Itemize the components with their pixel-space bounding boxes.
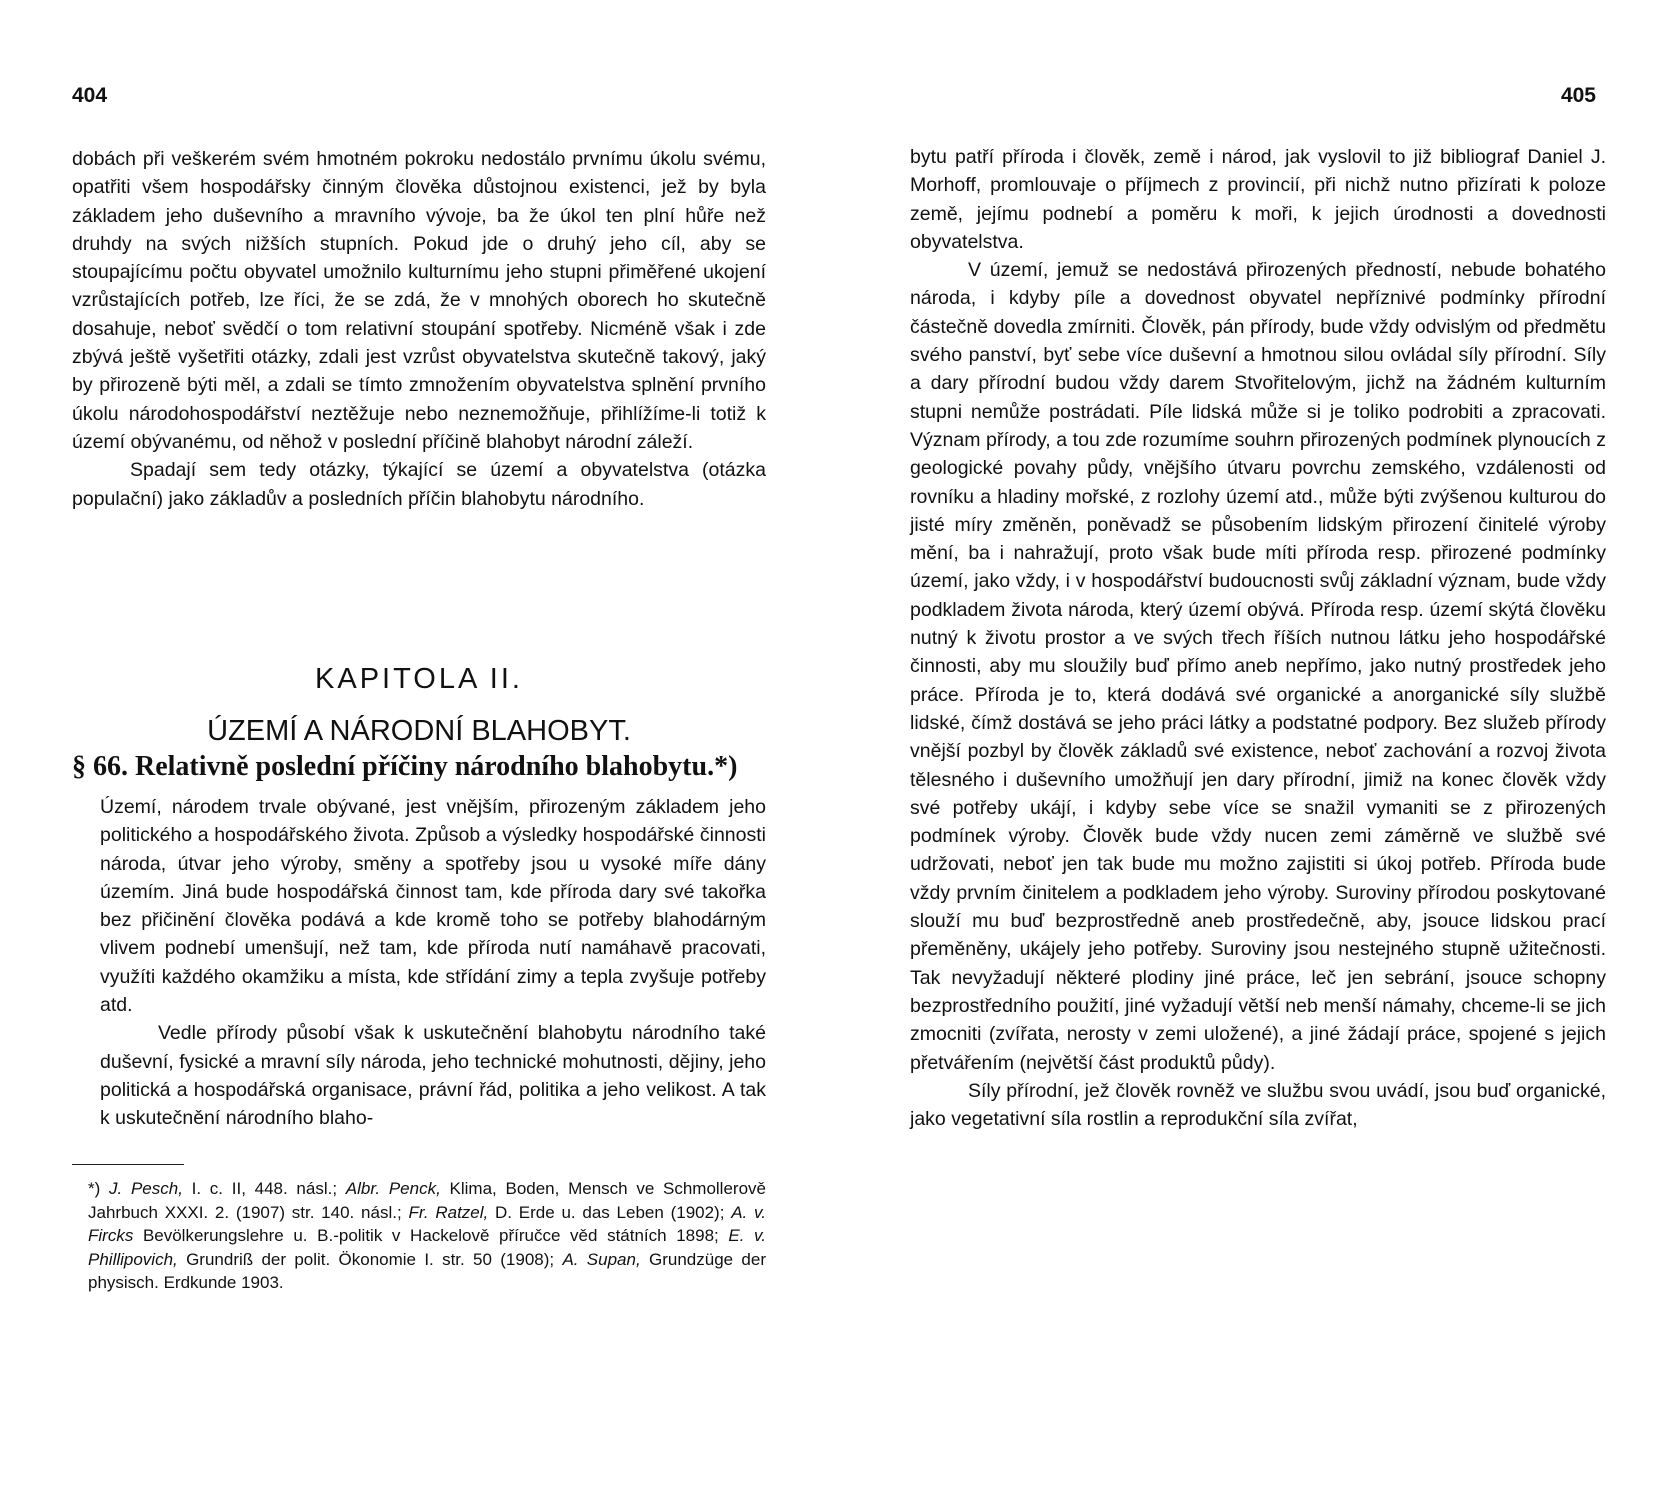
footnote-author: A. Supan, (562, 1249, 641, 1269)
footnote-author: J. Pesch, (109, 1179, 183, 1198)
paragraph: bytu patří příroda i člověk, země i národ, jak vyslovil to již bibliograf Daniel J. Morhoff, promlouvaje o příjmech z provincií, při nichž nutno přizírati k poloze země, jejímu podnebí a poměru k moři, k jejich úrodnosti a dovednosti obyvatelstva. (910, 146, 1606, 253)
footnote-divider (72, 1164, 184, 1165)
paragraph: Spadají sem tedy otázky, týkající se území a obyvatelstva (otázka populační) jako základův a posledních příčin blahobytu národního. (72, 459, 766, 510)
right-page (836, 0, 1672, 1500)
text-column (72, 145, 766, 513)
text-column (100, 793, 766, 1133)
paragraph: dobách při veškerém svém hmotném pokroku nedostálo prvnímu úkolu svému, opatřiti všem hospodářsky činným člověka důstojnou existenci, jež by byla základem jeho duševního a mravního vývoje, ba že úkol ten plní hůře než druhdy na svých nižších stupních. Pokud jde o druhý jeho cíl, aby se stoupajícímu počtu obyvatel umožnilo kulturnímu jeho stupni přiměřené ukojení vzrůstajících potřeb, lze říci, že se zdá, že v mnohých oborech ho skutečně dosahuje, neboť svědčí o tom relativní stoupání spotřeby. Nicméně však i zde zbývá ještě vyšetřiti otázky, zdali jest vzrůst obyvatelstva skutečně takový, jaký by přirozeně býti měl, a zdali se tímto zmnožením obyvatelstva splnění prvního úkolu národohospodářství neztěžuje nebo neznemožňuje, přihlížíme-li totiž k území obývanému, od něhož v poslední příčině blahobyt národní záleží. (72, 148, 766, 453)
footnote-text: D. Erde u. das Leben (1902); (488, 1202, 732, 1222)
footnote-author: A. v. Fircks (88, 1202, 767, 1245)
footnote-text: Bevölkerungslehre u. B.-politik v Hackelově příručce věd státních 1898; (133, 1226, 729, 1245)
footnote-text: Klima, Boden, Mensch ve Schmollerově Jahrbuch XXXI. 2. (1907) str. 140. násl.; (88, 1179, 766, 1222)
text-column (910, 143, 1606, 1133)
paragraph: Vedle přírody působí však k uskutečnění blahobytu národního také duševní, fysické a mravní síly národa, jeho technické mohutnosti, dějiny, jeho politická a hospodářská organisace, právní řád, politika a jeho velikost. A tak k uskutečnění národního blaho- (100, 1022, 766, 1130)
paragraph: V území, jemuž se nedostává přirozených předností, nebude bohatého národa, i kdyby píle a dovednost obyvatel nepříznivé podmínky přírodní částečně dovedla zmírniti. Člověk, pán přírody, bude vždy odvislým od předmětu svého panství, byť sebe více duševní a hmotnou silou ovládal síly přírodní. Síly a dary přírodní budou vždy darem Stvořitelovým, jichž na žádném kulturním stupni nemůže postrádati. Píle lidská může si je toliko podrobiti a zpracovati. Význam přírody, a tou zde rozumíme souhrn přirozených podmínek plynoucích z geologické povahy půdy, vnějšího útvaru povrchu zemského, vzdálenosti od rovníku a hladiny mořské, z rozlohy území atd., může býti zvýšenou kulturou do jisté míry změněn, poněvadž se působením lidským přirození činitelé výroby mění, ba i nahražují, proto však bude míti příroda resp. přirozené podmínky území, jako vždy, i v hospodářství budoucnosti svůj základní význam, bude vždy podkladem života národa, který území obývá. Příroda resp. území skýtá člověku nutný k životu prostor a ve svých třech říších nutnou látku jeho hospodářské činnosti, aby mu sloužily buď přímo aneb nepřímo, jako nutný prostředek jeho práce. Příroda je to, která dodává své organické a anorganické síly službě lidské, čímž dostává se jeho práci látky a podstatné podpory. Bez služeb přírody vnější pozbyl by člověk základů své existence, neboť zachování a rozvoj života tělesného i duševního umožňují jen dary přírodní, jimiž na konec člověk vždy své potřeby ukájí, i kdyby sebe více se snažil vymaniti se z přirozených podmínek výroby. Člověk bude vždy nucen zemi záměrně ve službě své udržovati, neboť jen tak bude mu možno zajistiti si úkoj potřeb. Příroda bude vždy prvním činitelem a podkladem jeho výroby. Suroviny přírodou poskytované slouží mu buď bezprostředně aneb prostředečně, aby, jsouce lidskou prací přeměněny, ukájely jeho potřeby. Suroviny jsou nestejného stupně užitečnosti. Tak nevyžadují některé plodiny jiné práce, leč jen sebrání, jsouce schopny bezprostředního použití, jiné vyžadují větší neb menší námahy, chceme-li se jich zmocniti (zvířata, nerosty v zemi uložené), a jiné žádají práce, spojené s jejich přetvářením (největší část produktů půdy). (910, 259, 1606, 1074)
footnote-author: Fr. Ratzel, (408, 1202, 489, 1222)
paragraph: Území, národem trvale obývané, jest vnějším, přirozeným základem jeho politického a hospodářského života. Způsob a výsledky hospodářské činnosti národa, útvar jeho výroby, směny a spotřeby jsou u vysoké míře dány územím. Jiná bude hospodářská činnost tam, kde příroda dary své takořka bez přičinění člověka podává a kde kromě toho se potřeby blahodárným vlivem podnebí umenšují, než tam, kde příroda nutí namáhavě pracovati, využíti každého okamžiku a místa, kde střídání zimy a tepla zvyšuje potřeby atd. (100, 796, 766, 1017)
footnote-text: Grundzüge der physisch. Erdkunde 1903. (88, 1249, 766, 1292)
footnote (88, 1177, 766, 1295)
chapter-heading (72, 656, 766, 754)
page-number: 404 (72, 84, 108, 107)
chapter-label: KAPITOLA II. (315, 663, 523, 695)
section-heading: § 66. Relativně poslední příčiny národního blahobytu.*) (72, 751, 738, 782)
footnote-author: Albr. Penck, (345, 1179, 441, 1198)
chapter-title: ÚZEMÍ A NÁRODNÍ BLAHOBYT. (207, 715, 631, 747)
footnote-text: Grundriß der polit. Ökonomie I. str. 50 (1908); (177, 1249, 563, 1269)
page-number: 405 (1560, 84, 1596, 107)
footnote-author: E. v. Phillipovich, (88, 1226, 766, 1269)
paragraph: Síly přírodní, jež člověk rovněž ve službu svou uvádí, jsou buď organické, jako vegetativní síla rostlin a reprodukční síla zvířat, (910, 1079, 1606, 1131)
footnote-text: I. c. II, 448. násl.; (182, 1179, 346, 1198)
footnote-mark: *) (88, 1179, 101, 1198)
